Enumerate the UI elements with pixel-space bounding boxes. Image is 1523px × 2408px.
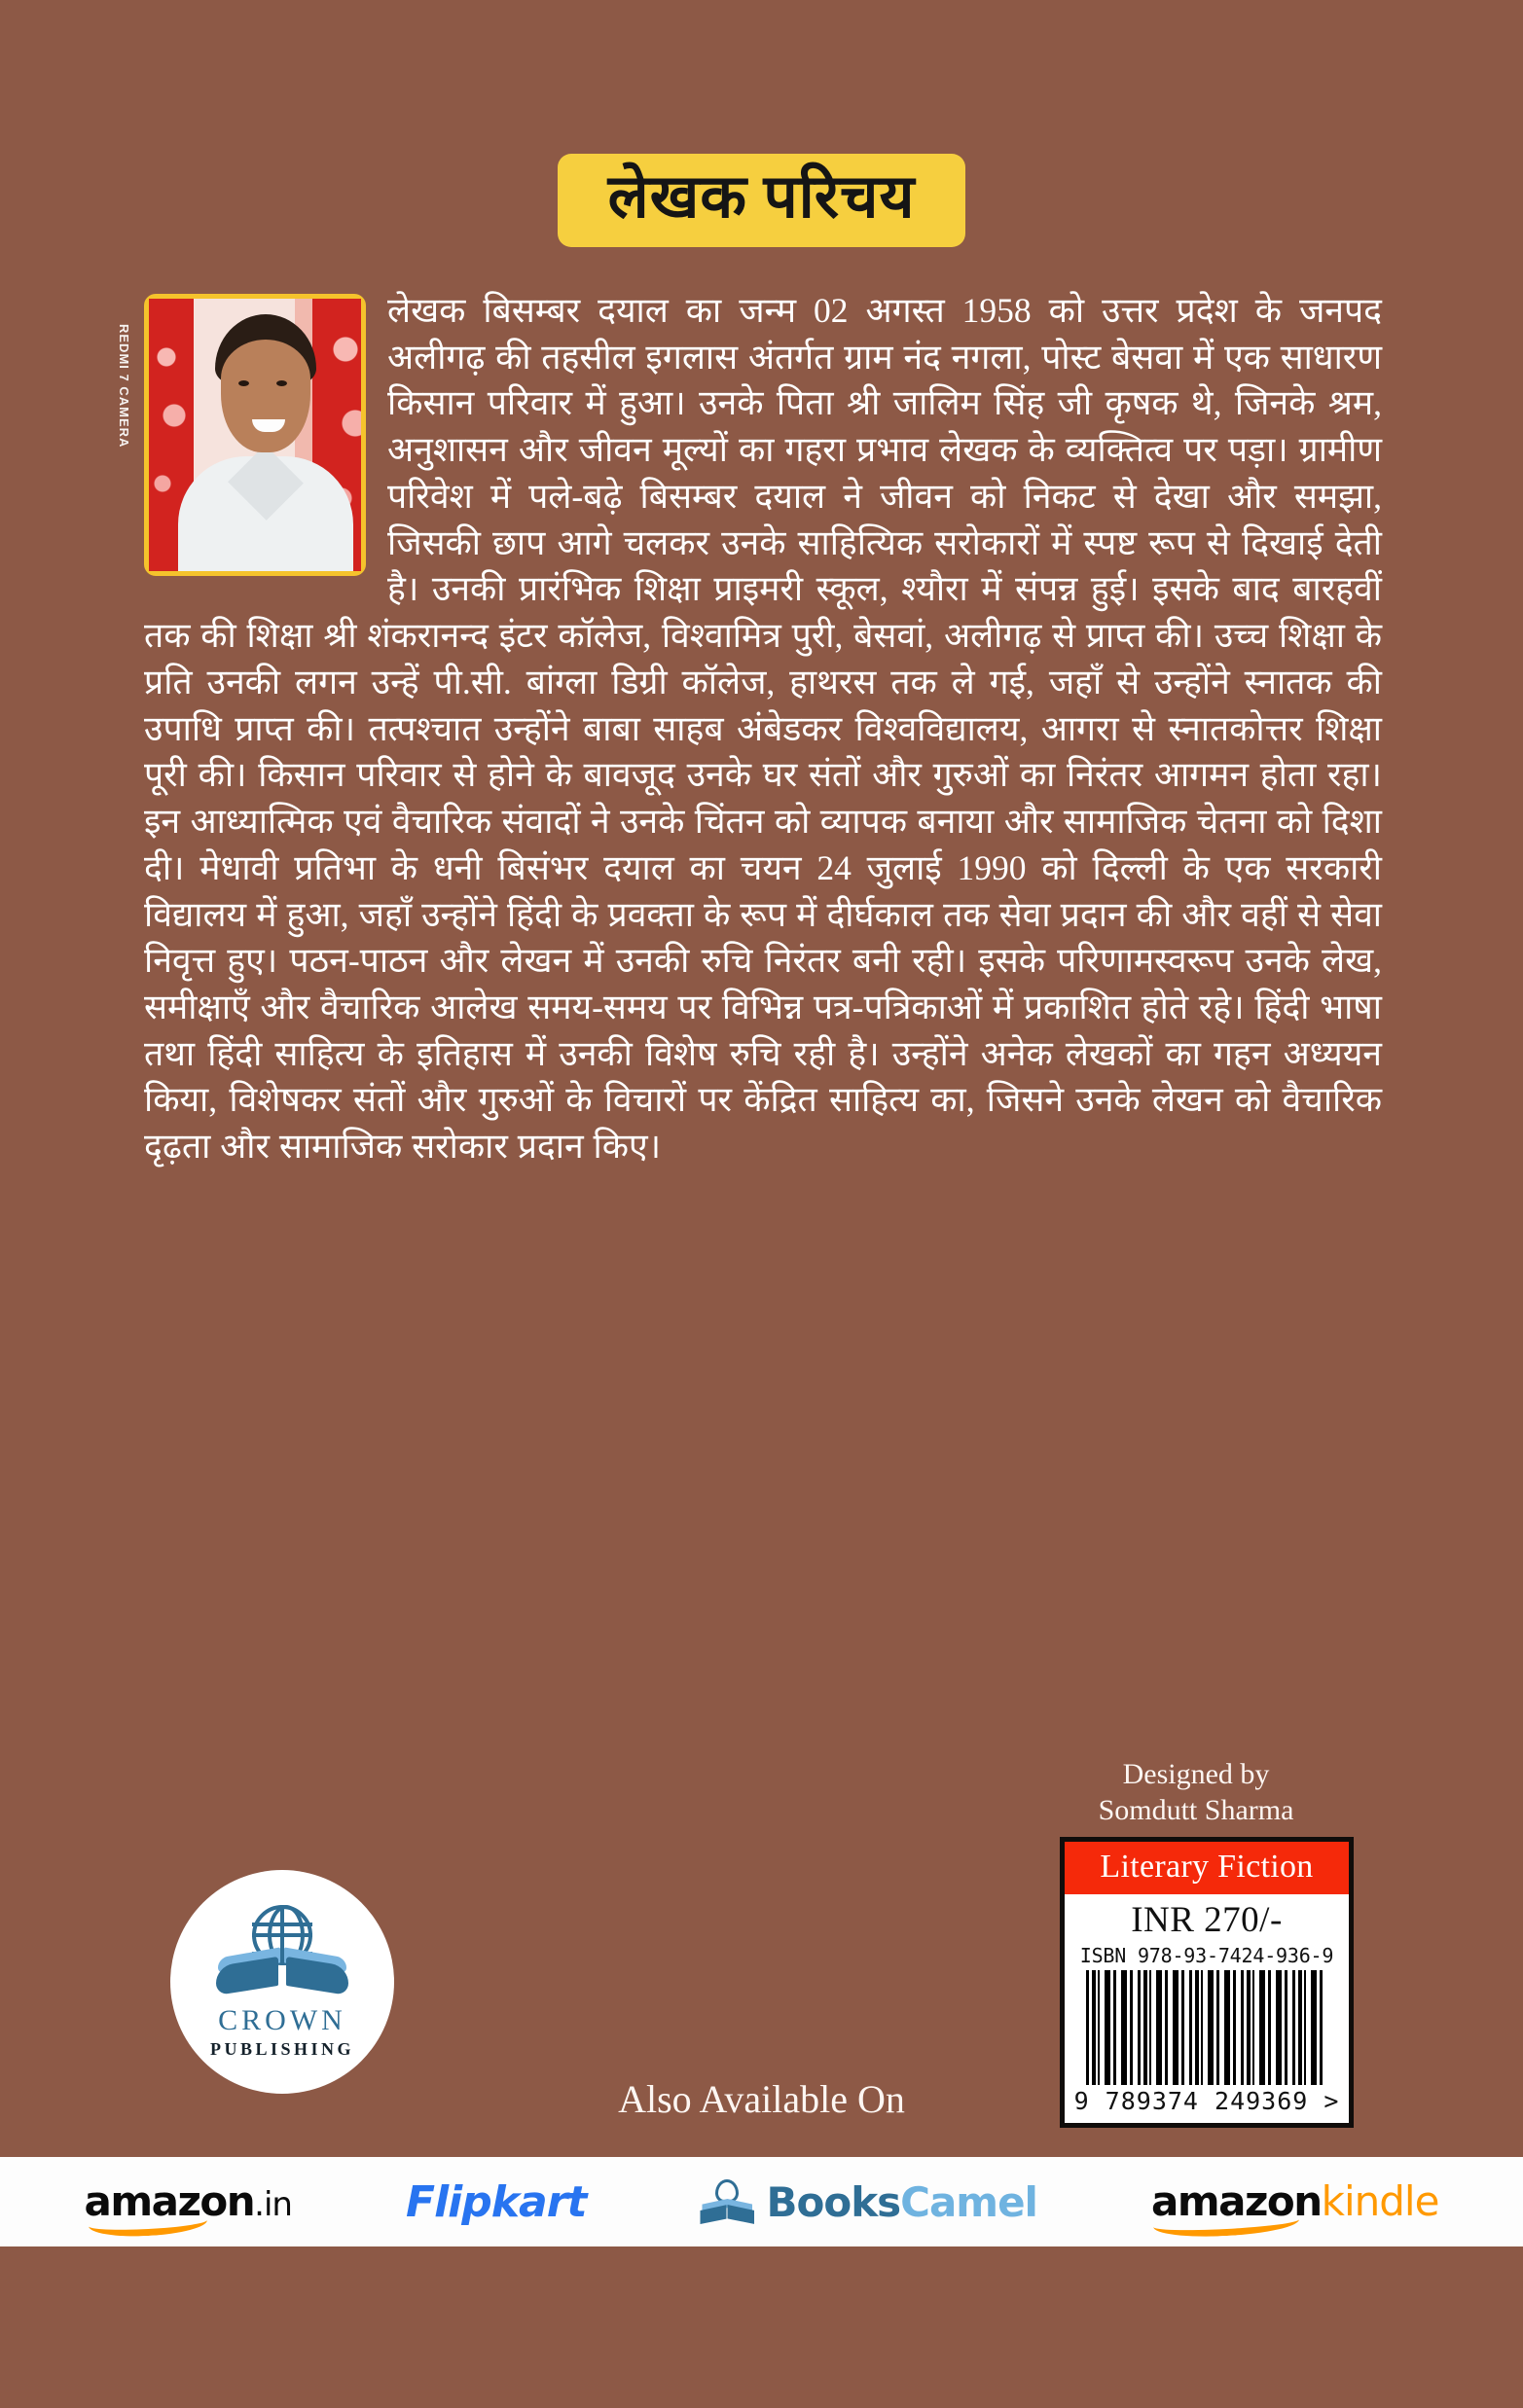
author-intro-banner [558, 154, 966, 247]
photo-eye-right [276, 380, 287, 386]
designer-name: Somdutt Sharma [1098, 1793, 1294, 1826]
bookscamel-camel-text: Camel [900, 2177, 1037, 2226]
publisher-subtitle: PUBLISHING [209, 2038, 355, 2059]
isbn-label: ISBN 978-93-7424-936-9 [1079, 1944, 1334, 1967]
price-label: INR 270/- [1131, 1900, 1283, 1940]
genre-badge [1065, 1842, 1349, 1894]
amazon-swoosh-icon [88, 2208, 207, 2239]
biography-block [117, 288, 1382, 1170]
amazon-kindle-logo [1151, 2177, 1439, 2225]
publisher-logo [170, 1870, 394, 2094]
amazon-wordmark: amazon [84, 2177, 255, 2225]
globe-latitude-top [252, 1923, 312, 1926]
retailer-bookscamel[interactable] [700, 2178, 1036, 2226]
bookscamel-wordmark [766, 2178, 1036, 2226]
photo-watermark: REDMI 7 CAMERA [117, 324, 131, 449]
retailer-flipkart[interactable] [406, 2177, 586, 2227]
section-title-wrapper [0, 154, 1523, 247]
retailer-amazon-kindle[interactable] [1151, 2177, 1439, 2225]
designer-credit-label: Designed by [1122, 1758, 1270, 1790]
ean-digits: 9 789374 249369 > [1073, 2087, 1340, 2115]
barcode-image [1086, 1970, 1327, 2085]
flipkart-logo: Flipkart [406, 2176, 587, 2227]
price-row [1065, 1894, 1349, 1943]
kindle-wordmark: kindle [1321, 2177, 1439, 2225]
publisher-name: CROWN [218, 2003, 346, 2036]
photo-eye-left [238, 380, 249, 386]
photo-face [221, 340, 310, 452]
author-photo [117, 294, 366, 576]
retailer-strip [0, 2157, 1523, 2246]
retailer-amazon-in[interactable] [84, 2177, 292, 2225]
amazon-tld: .in [254, 2185, 292, 2224]
page-title: लेखक परिचय [607, 164, 916, 231]
bookscamel-books-text: Books [766, 2177, 901, 2226]
open-book-icon [216, 1961, 348, 1995]
kindle-amazon-wordmark: amazon [1151, 2177, 1322, 2225]
also-available-heading: Also Available On [618, 2077, 905, 2121]
isbn-row [1065, 1943, 1349, 1970]
biography-text: लेखक बिसम्बर दयाल का जन्म 02 अगस्त 1958 को उत्तर प्रदेश के जनपद अलीगढ़ की तहसील इगलास अंतर्गत ग्राम नंद नगला, पोस्ट बेसवा में एक साधारण किसान परिवार में हुआ। उनके पिता श्री जालिम सिंह जी कृषक थे, जिनके श्रम, अनुशासन और जीवन मूल्यों का गहरा प्रभाव लेखक के व्यक्तित्व पर पड़ा। ग्रामीण परिवेश में पले-बढ़े बिसम्बर दयाल ने जीवन को निकट से देखा और समझा, जिसकी छाप आगे चलकर उनके साहित्यिक सरोकारों में स्पष्ट रूप से दिखाई देती है। उनकी प्रारंभिक शिक्षा प्राइमरी स्कूल, श्यौरा में संपन्न हुई। इसके बाद बारहवीं तक की शिक्षा श्री शंकरानन्द इंटर कॉलेज, विश्वामित्र पुरी, बेसवां, अलीगढ़ से प्राप्त की। उच्च शिक्षा के प्रति उनकी लगन उन्हें पी.सी. बांग्ला डिग्री कॉलेज, हाथरस तक ले गई, जहाँ से उन्होंने स्नातक की उपाधि प्राप्त की। तत्पश्चात उन्होंने बाबा साहब अंबेडकर विश्वविद्यालय, आगरा से स्नातकोत्तर शिक्षा पूरी की। किसान परिवार से होने के बावजूद उनके घर संतों और गुरुओं का निरंतर आगमन होता रहा। इन आध्यात्मिक एवं वैचारिक संवादों ने उनके चिंतन को व्यापक बनाया और सामाजिक चेतना को दिशा दी। मेधावी प्रतिभा के धनी बिसंभर दयाल का चयन 24 जुलाई 1990 को दिल्ली के एक सरकारी विद्यालय में हुआ, जहाँ उन्होंने हिंदी के प्रवक्ता के रूप में दीर्घकाल तक सेवा प्रदान की और वहीं से सेवा निवृत्त हुए। पठन-पाठन और लेखन में उनकी रुचि निरंतर बनी रही। इसके परिणामस्वरूप उनके लेख, समीक्षाएँ और वैचारिक आलेख समय-समय पर विभिन्न पत्र-पत्रिकाओं में प्रकाशित होते रहे। हिंदी भाषा तथा हिंदी साहित्य के इतिहास में उनकी विशेष रुचि रही है। उन्होंने अनेक लेखकों का गहन अध्ययन किया, विशेषकर संतों और गुरुओं के विचारों पर केंद्रित साहित्य का, जिसने उनके लेखन को वैचारिक दृढ़ता और सामाजिक सरोकार प्रदान किए। [144, 291, 1382, 1167]
designer-credit [1035, 1757, 1357, 1828]
bookscamel-icon [700, 2179, 754, 2224]
genre-label: Literary Fiction [1100, 1849, 1314, 1885]
amazon-in-logo [84, 2177, 292, 2225]
